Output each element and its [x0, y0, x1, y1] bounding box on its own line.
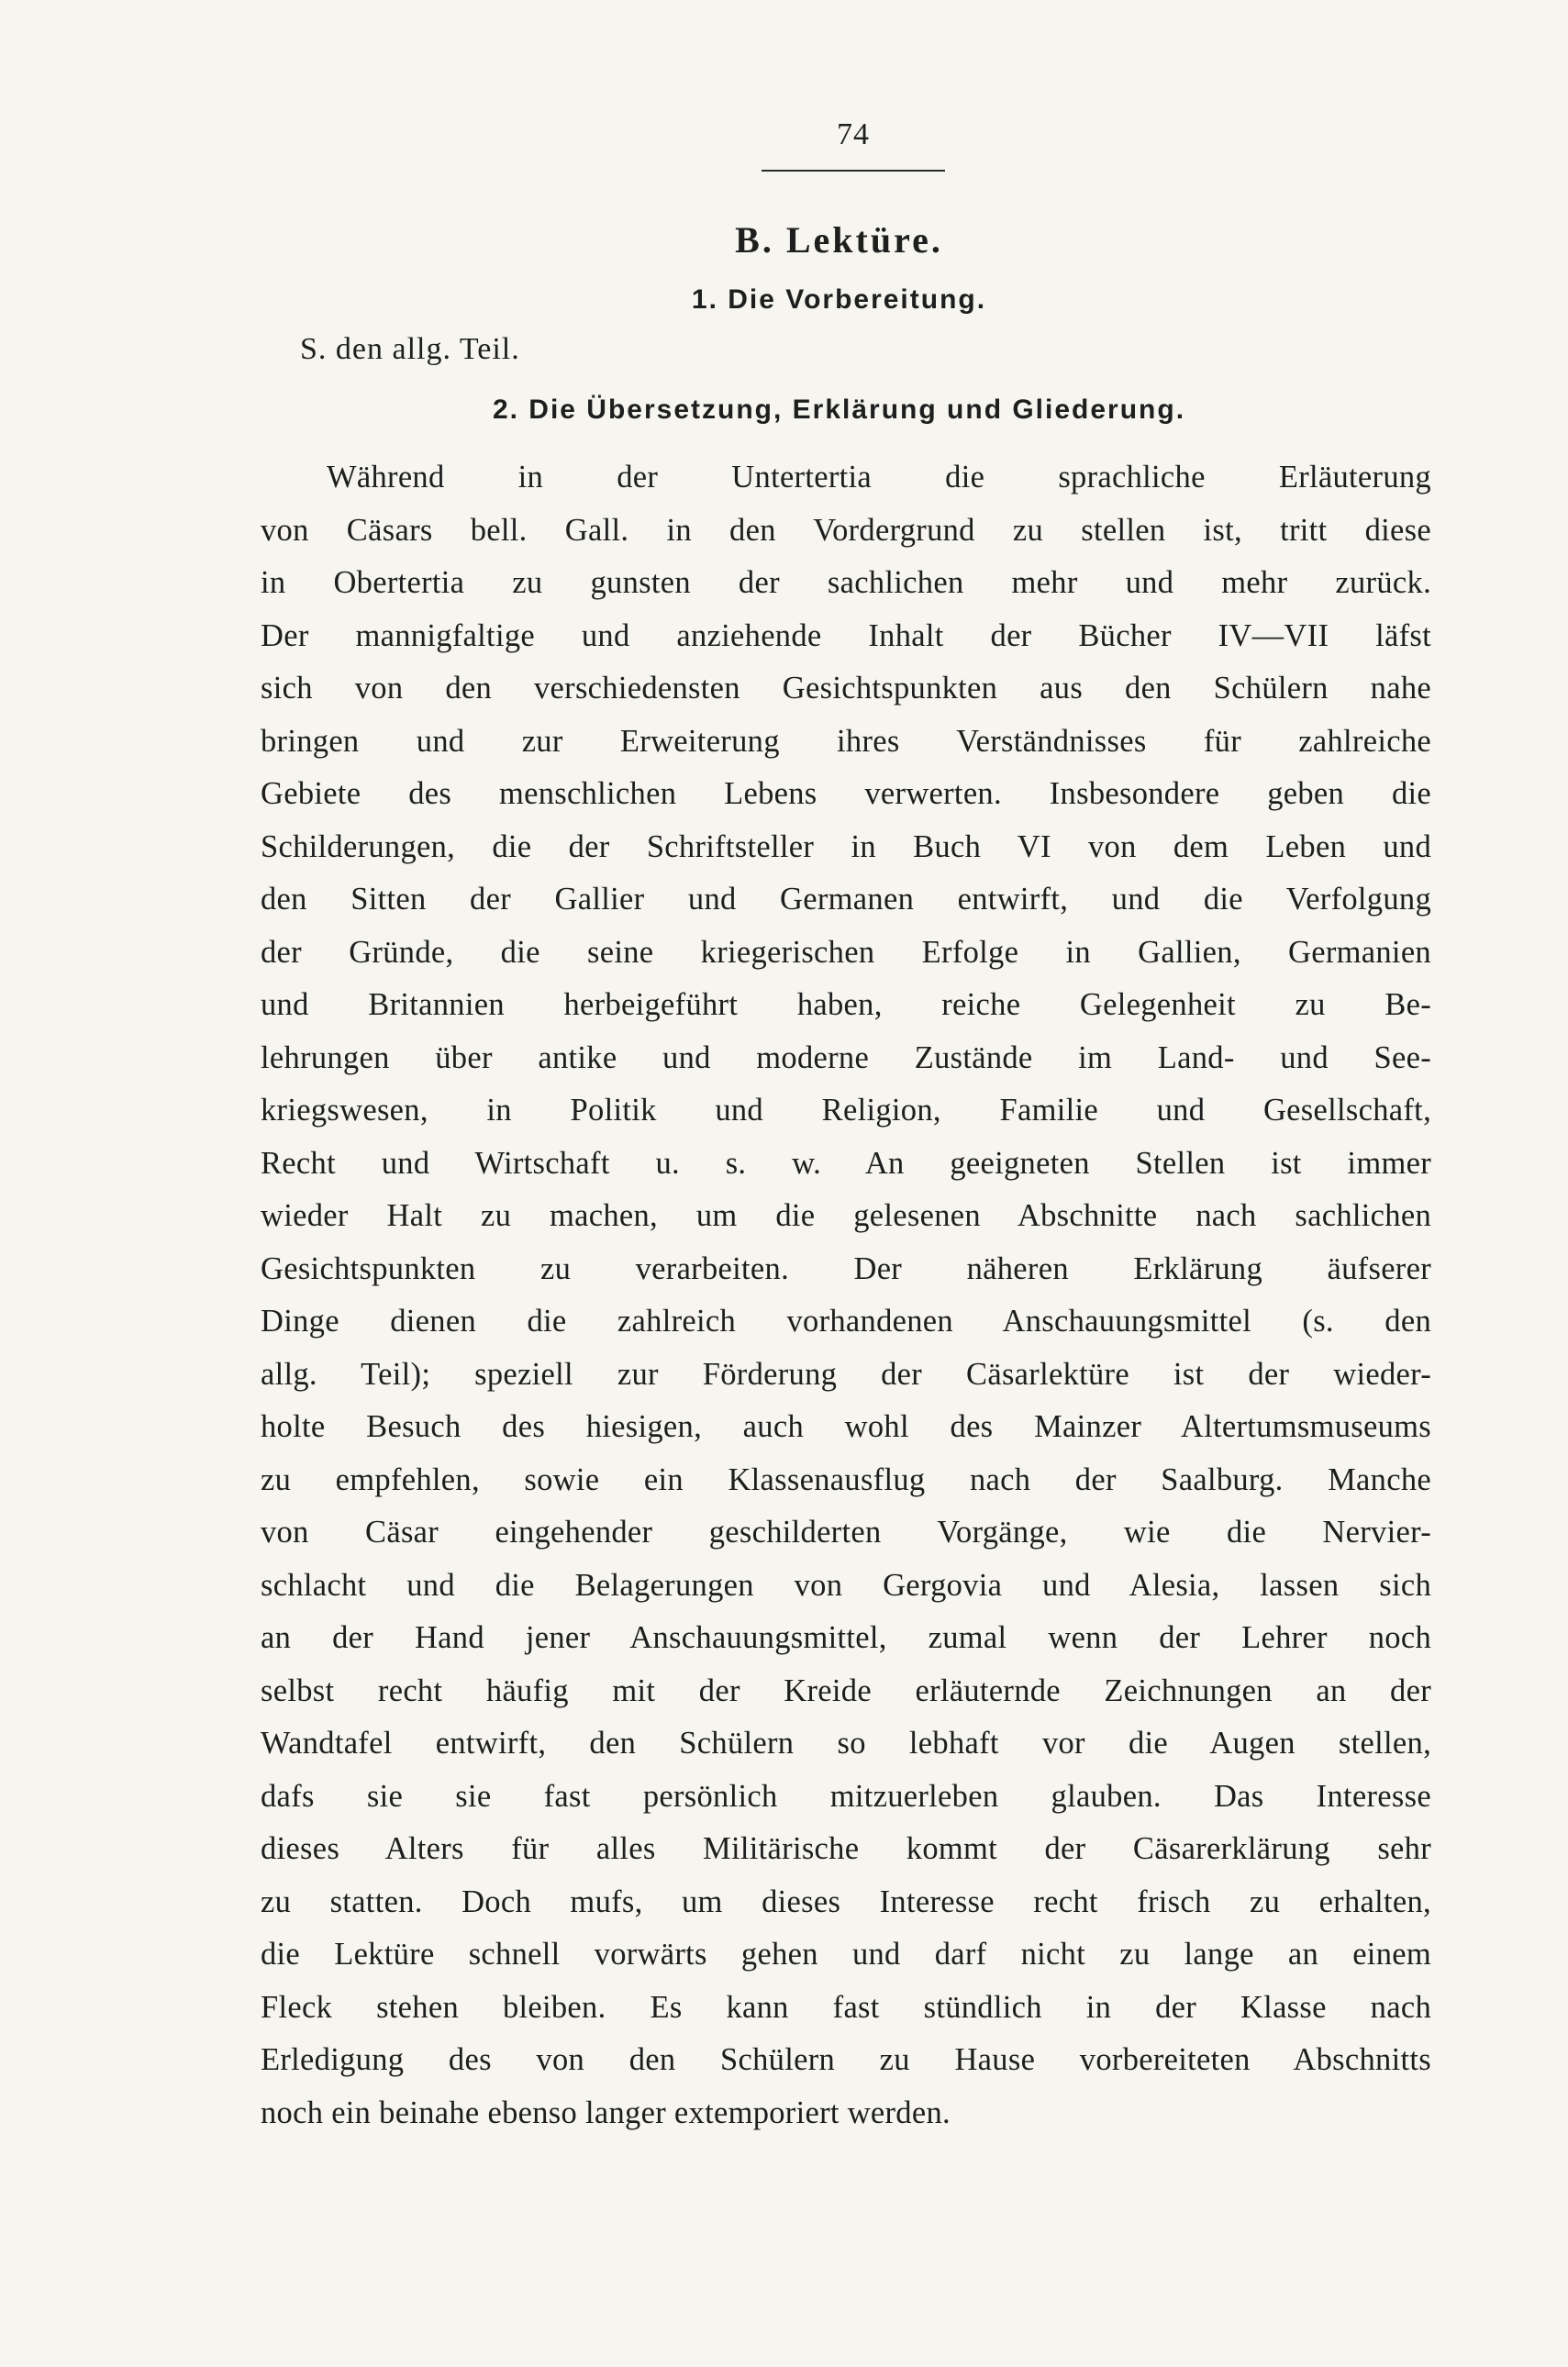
text-line: kriegswesen, in Politik und Religion, Familie und Gesellschaft,	[261, 1093, 1431, 1128]
page-number-rule	[762, 170, 945, 172]
subsection-title-preparation: 1. Die Vorbereitung.	[691, 284, 987, 315]
body-paragraph	[261, 451, 1431, 2139]
text-line: die Lektüre schnell vorwärts gehen und darf nicht zu lange an einem	[261, 1937, 1431, 1972]
text-line: dafs sie sie fast persönlich mitzuerleben glauben. Das Interesse	[261, 1778, 1431, 1814]
text-line: lehrungen über antike und moderne Zustände im Land- und See-	[261, 1039, 1431, 1075]
text-line: von Cäsar eingehender geschilderten Vorgänge, wie die Nervier-	[261, 1515, 1431, 1550]
text-line: noch ein beinahe ebenso langer extemporiert werden.	[261, 2095, 951, 2130]
text-line: Erledigung des von den Schülern zu Hause vorbereiteten Abschnitts	[261, 2042, 1431, 2077]
text-line: Gebiete des menschlichen Lebens verwerten. Insbesondere geben die	[261, 776, 1431, 811]
text-line: wieder Halt zu machen, um die gelesenen Abschnitte nach sachlichen	[261, 1198, 1431, 1233]
text-line: allg. Teil); speziell zur Förderung der Cäsarlektüre ist der wieder-	[261, 1356, 1431, 1392]
text-line: von Cäsars bell. Gall. in den Vordergrund zu stellen ist, tritt diese	[261, 512, 1431, 548]
text-line: schlacht und die Belagerungen von Gergovia und Alesia, lassen sich	[261, 1567, 1431, 1603]
text-line: Der mannigfaltige und anziehende Inhalt der Bücher IV—VII läfst	[261, 617, 1431, 653]
text-line: sich von den verschiedensten Gesichtspunkten aus den Schülern nahe	[261, 671, 1431, 706]
text-line: dieses Alters für alles Militärische kommt der Cäsarerklärung sehr	[261, 1831, 1431, 1866]
subsection-title-translation: 2. Die Übersetzung, Erklärung und Gliederung.	[492, 394, 1186, 425]
text-line: Gesichtspunkten zu verarbeiten. Der näheren Erklärung äufserer	[261, 1250, 1431, 1286]
text-line: Während in der Untertertia die sprachliche Erläuterung	[327, 460, 1431, 495]
page-number: 74	[837, 117, 870, 151]
text-line: Wandtafel entwirft, den Schülern so lebhaft vor die Augen stellen,	[261, 1726, 1431, 1761]
text-line: zu empfehlen, sowie ein Klassenausflug nach der Saalburg. Manche	[261, 1461, 1431, 1497]
text-line: selbst recht häufig mit der Kreide erläuternde Zeichnungen an der	[261, 1672, 1431, 1708]
text-line: holte Besuch des hiesigen, auch wohl des Mainzer Altertumsmuseums	[261, 1409, 1431, 1444]
reference-note: S. den allg. Teil.	[300, 332, 520, 366]
text-line: Recht und Wirtschaft u. s. w. An geeigneten Stellen ist immer	[261, 1145, 1431, 1181]
text-line: an der Hand jener Anschauungsmittel, zumal wenn der Lehrer noch	[261, 1620, 1431, 1655]
text-line: in Obertertia zu gunsten der sachlichen mehr und mehr zurück.	[261, 565, 1431, 600]
section-title: B. Lektüre.	[735, 219, 943, 261]
text-line: Dinge dienen die zahlreich vorhandenen Anschauungsmittel (s. den	[261, 1304, 1431, 1339]
text-line: und Britannien herbeigeführt haben, reiche Gelegenheit zu Be-	[261, 987, 1431, 1022]
text-line: zu statten. Doch mufs, um dieses Interesse recht frisch zu erhalten,	[261, 1884, 1431, 1919]
text-line: Schilderungen, die der Schriftsteller in Buch VI von dem Leben und	[261, 828, 1431, 864]
text-line: der Gründe, die seine kriegerischen Erfolge in Gallien, Germanien	[261, 934, 1431, 970]
text-line: Fleck stehen bleiben. Es kann fast stündlich in der Klasse nach	[261, 1989, 1431, 2025]
text-line: den Sitten der Gallier und Germanen entwirft, und die Verfolgung	[261, 882, 1431, 917]
text-line: bringen und zur Erweiterung ihres Verständnisses für zahlreiche	[261, 723, 1431, 759]
